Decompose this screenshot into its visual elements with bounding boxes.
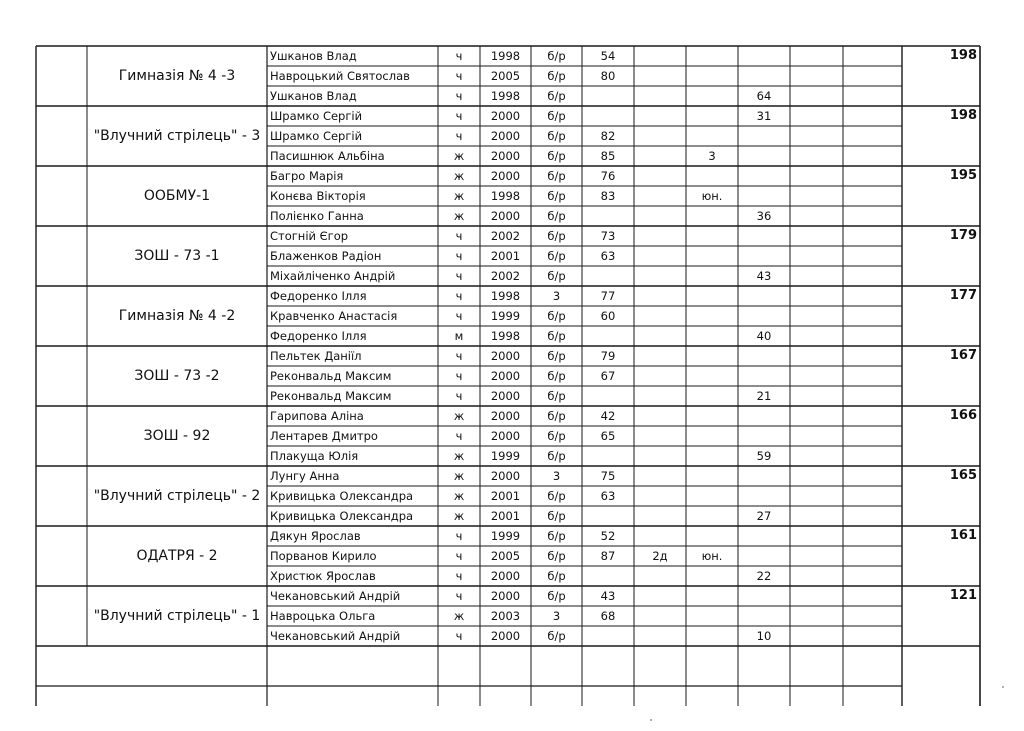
- member-score-1: 80: [600, 69, 616, 83]
- member-score-4: [738, 546, 790, 566]
- member-year: 2000: [490, 109, 521, 123]
- member-score-5: [790, 146, 843, 166]
- member-score-1: [582, 106, 634, 126]
- member-score-4: 22: [756, 569, 772, 583]
- member-score-5: [790, 106, 843, 126]
- member-score-4: [738, 426, 790, 446]
- scan-speck: [1002, 686, 1004, 688]
- member-rank: б/р: [547, 429, 566, 443]
- member-score-5: [790, 526, 843, 546]
- member-year: 2000: [490, 349, 521, 363]
- member-year: 2000: [490, 469, 521, 483]
- member-score-3: [686, 366, 738, 386]
- member-score-1: [582, 266, 634, 286]
- member-name: Лунгу Анна: [270, 469, 340, 483]
- member-score-2: [634, 46, 686, 66]
- member-name: Стогній Єгор: [270, 229, 349, 243]
- member-score-2: [634, 286, 686, 306]
- member-score-1: 87: [600, 549, 616, 563]
- member-name: Реконвальд Максим: [270, 369, 392, 383]
- member-score-5: [790, 466, 843, 486]
- member-name: Христюк Ярослав: [270, 569, 376, 583]
- member-score-1: [582, 326, 634, 346]
- member-rank: б/р: [547, 329, 566, 343]
- member-score-4: [738, 286, 790, 306]
- team-total: 195: [949, 168, 977, 183]
- member-year: 2005: [490, 549, 521, 563]
- member-score-3: [686, 86, 738, 106]
- team-name: ЗОШ - 73 -1: [134, 248, 220, 264]
- member-sex: ч: [455, 129, 463, 143]
- member-score-5: [790, 266, 843, 286]
- member-score-3: [686, 206, 738, 226]
- team-name: Гимназія № 4 -2: [118, 308, 236, 324]
- member-sex: ч: [455, 269, 463, 283]
- member-name: Гарипова Аліна: [270, 409, 364, 423]
- member-score-3: [686, 66, 738, 86]
- member-year: 2001: [490, 509, 521, 523]
- member-score-3: [686, 126, 738, 146]
- member-sex: ч: [455, 429, 463, 443]
- member-rank: б/р: [547, 349, 566, 363]
- member-score-4: [738, 586, 790, 606]
- member-name: Плакуща Юлія: [270, 449, 359, 463]
- member-score-2: [634, 66, 686, 86]
- member-score-5: [790, 46, 843, 66]
- member-sex: ж: [453, 409, 465, 423]
- member-rank: б/р: [547, 629, 566, 643]
- member-sex: ж: [453, 469, 465, 483]
- member-score-3: 3: [708, 149, 716, 163]
- member-score-4: [738, 126, 790, 146]
- member-score-3: [686, 306, 738, 326]
- member-sex: ч: [455, 69, 463, 83]
- member-name: Федоренко Ілля: [270, 289, 367, 303]
- member-score-1: 85: [600, 149, 616, 163]
- member-score-2: [634, 506, 686, 526]
- member-name: Багро Марія: [270, 169, 344, 183]
- member-sex: ч: [455, 529, 463, 543]
- member-score-5: [790, 426, 843, 446]
- member-sex: ж: [453, 509, 465, 523]
- member-year: 2000: [490, 149, 521, 163]
- team-total: 167: [949, 348, 977, 363]
- member-score-1: 60: [600, 309, 616, 323]
- member-score-3: [686, 166, 738, 186]
- team-name: "Влучний стрілець" - 2: [93, 488, 261, 504]
- member-score-1: 65: [600, 429, 616, 443]
- member-score-2: [634, 206, 686, 226]
- member-sex: ч: [455, 589, 463, 603]
- member-score-4: 64: [756, 89, 772, 103]
- member-year: 1999: [490, 529, 521, 543]
- member-rank: б/р: [547, 589, 566, 603]
- member-score-2: [634, 426, 686, 446]
- member-score-2: [634, 526, 686, 546]
- member-score-5: [790, 446, 843, 466]
- member-score-4: [738, 606, 790, 626]
- member-score-3: [686, 566, 738, 586]
- team-name: "Влучний стрілець" - 3: [93, 128, 261, 144]
- member-score-3: [686, 506, 738, 526]
- member-rank: 3: [552, 469, 561, 483]
- member-name: Шрамко Сергій: [270, 109, 363, 123]
- member-score-1: 77: [600, 289, 616, 303]
- team-name: ЗОШ - 92: [143, 428, 211, 444]
- member-year: 2002: [490, 229, 521, 243]
- member-rank: б/р: [547, 389, 566, 403]
- member-score-3: юн.: [701, 549, 723, 563]
- member-year: 1998: [490, 89, 521, 103]
- member-score-5: [790, 206, 843, 226]
- member-sex: ч: [455, 229, 463, 243]
- team-total: 179: [949, 228, 977, 243]
- member-score-4: [738, 406, 790, 426]
- member-rank: б/р: [547, 49, 566, 63]
- member-rank: б/р: [547, 109, 566, 123]
- member-score-1: 43: [600, 589, 616, 603]
- member-name: Кривицька Олександра: [270, 509, 414, 523]
- member-score-1: 68: [600, 609, 616, 623]
- member-score-3: [686, 46, 738, 66]
- member-sex: ч: [455, 249, 463, 263]
- member-sex: ж: [453, 489, 465, 503]
- member-rank: б/р: [547, 69, 566, 83]
- member-score-1: 42: [600, 409, 616, 423]
- member-score-2: [634, 626, 686, 646]
- member-score-5: [790, 346, 843, 366]
- team-total: 177: [949, 288, 977, 303]
- member-sex: ж: [453, 149, 465, 163]
- member-score-2: [634, 226, 686, 246]
- team-total: 198: [949, 108, 977, 123]
- member-score-2: [634, 366, 686, 386]
- member-year: 2000: [490, 389, 521, 403]
- member-name: Полієнко Ганна: [270, 209, 364, 223]
- member-score-3: юн.: [701, 189, 723, 203]
- member-name: Кравченко Анастасія: [270, 309, 398, 323]
- member-score-2: [634, 166, 686, 186]
- member-year: 2005: [490, 69, 521, 83]
- member-score-4: 40: [756, 329, 772, 343]
- member-score-4: 31: [756, 109, 772, 123]
- member-score-1: 76: [600, 169, 616, 183]
- member-name: Реконвальд Максим: [270, 389, 392, 403]
- member-score-3: [686, 446, 738, 466]
- member-score-2: [634, 406, 686, 426]
- member-name: Ушканов Влад: [270, 49, 357, 63]
- member-score-5: [790, 606, 843, 626]
- member-rank: б/р: [547, 309, 566, 323]
- member-year: 1998: [490, 189, 521, 203]
- member-rank: б/р: [547, 149, 566, 163]
- member-score-5: [790, 186, 843, 206]
- member-score-5: [790, 486, 843, 506]
- member-rank: б/р: [547, 229, 566, 243]
- member-year: 2001: [490, 489, 521, 503]
- team-total: 165: [949, 468, 977, 483]
- member-score-4: [738, 46, 790, 66]
- team-name: ЗОШ - 73 -2: [134, 368, 220, 384]
- member-score-5: [790, 626, 843, 646]
- member-score-2: [634, 586, 686, 606]
- member-score-1: 83: [600, 189, 616, 203]
- member-score-1: 73: [600, 229, 616, 243]
- member-score-4: 59: [756, 449, 772, 463]
- member-score-2: [634, 186, 686, 206]
- member-score-3: [686, 526, 738, 546]
- member-name: Пасишнюк Альбіна: [270, 149, 385, 163]
- member-score-5: [790, 506, 843, 526]
- member-score-4: [738, 346, 790, 366]
- member-score-5: [790, 226, 843, 246]
- member-rank: б/р: [547, 209, 566, 223]
- member-sex: ч: [455, 109, 463, 123]
- member-score-1: 82: [600, 129, 616, 143]
- member-score-3: [686, 266, 738, 286]
- team-name: ООБМУ-1: [143, 188, 211, 204]
- member-score-5: [790, 366, 843, 386]
- member-score-5: [790, 246, 843, 266]
- member-score-2: [634, 606, 686, 626]
- member-score-4: [738, 526, 790, 546]
- member-score-5: [790, 566, 843, 586]
- member-name: Чекановський Андрій: [270, 589, 401, 603]
- member-sex: ч: [455, 49, 463, 63]
- member-score-2: [634, 146, 686, 166]
- member-sex: ч: [455, 89, 463, 103]
- member-year: 1998: [490, 49, 521, 63]
- member-score-2: [634, 386, 686, 406]
- member-score-5: [790, 86, 843, 106]
- team-total: 161: [949, 528, 977, 543]
- member-score-3: [686, 486, 738, 506]
- member-sex: ч: [455, 309, 463, 323]
- member-score-5: [790, 66, 843, 86]
- member-score-4: 27: [756, 509, 772, 523]
- member-score-5: [790, 126, 843, 146]
- member-year: 1998: [490, 329, 521, 343]
- member-score-4: [738, 226, 790, 246]
- member-score-1: 67: [600, 369, 616, 383]
- member-rank: б/р: [547, 269, 566, 283]
- member-year: 2000: [490, 589, 521, 603]
- member-score-5: [790, 386, 843, 406]
- member-year: 2000: [490, 429, 521, 443]
- member-score-3: [686, 586, 738, 606]
- member-rank: б/р: [547, 489, 566, 503]
- member-score-2: [634, 266, 686, 286]
- member-name: Чекановський Андрій: [270, 629, 401, 643]
- member-score-3: [686, 426, 738, 446]
- member-year: 2000: [490, 169, 521, 183]
- team-total: 198: [949, 48, 977, 63]
- team-name: ОДАТРЯ - 2: [136, 548, 218, 564]
- member-name: Блаженков Радіон: [270, 249, 382, 263]
- member-rank: б/р: [547, 189, 566, 203]
- member-score-4: [738, 66, 790, 86]
- member-rank: б/р: [547, 129, 566, 143]
- member-score-4: [738, 246, 790, 266]
- member-score-1: [582, 506, 634, 526]
- member-year: 2000: [490, 209, 521, 223]
- scan-speck: [650, 719, 652, 721]
- member-sex: ч: [455, 629, 463, 643]
- member-score-2: [634, 486, 686, 506]
- member-score-1: [582, 446, 634, 466]
- member-score-1: [582, 86, 634, 106]
- member-score-2: [634, 446, 686, 466]
- member-score-4: 43: [756, 269, 772, 283]
- member-rank: б/р: [547, 369, 566, 383]
- member-score-2: [634, 466, 686, 486]
- member-rank: б/р: [547, 549, 566, 563]
- member-score-1: 52: [600, 529, 616, 543]
- member-sex: ч: [455, 569, 463, 583]
- member-score-3: [686, 346, 738, 366]
- member-score-1: 63: [600, 489, 616, 503]
- member-score-2: 2д: [652, 549, 668, 563]
- member-score-4: [738, 466, 790, 486]
- member-rank: б/р: [547, 569, 566, 583]
- member-score-3: [686, 386, 738, 406]
- member-score-1: 75: [600, 469, 616, 483]
- member-score-4: 10: [756, 629, 772, 643]
- member-sex: ж: [453, 169, 465, 183]
- member-score-1: [582, 626, 634, 646]
- member-rank: б/р: [547, 509, 566, 523]
- member-year: 2002: [490, 269, 521, 283]
- member-score-4: 36: [756, 209, 772, 223]
- member-name: Шрамко Сергій: [270, 129, 363, 143]
- member-rank: б/р: [547, 529, 566, 543]
- team-name: Гимназія № 4 -3: [118, 68, 236, 84]
- member-score-5: [790, 546, 843, 566]
- member-score-3: [686, 246, 738, 266]
- member-year: 2000: [490, 409, 521, 423]
- member-sex: ж: [453, 209, 465, 223]
- member-score-1: [582, 386, 634, 406]
- member-score-4: [738, 366, 790, 386]
- member-score-5: [790, 166, 843, 186]
- member-year: 2000: [490, 569, 521, 583]
- member-score-4: [738, 146, 790, 166]
- member-sex: ч: [455, 389, 463, 403]
- member-year: 1999: [490, 309, 521, 323]
- team-total: 121: [949, 588, 977, 603]
- member-name: Навроцький Святослав: [270, 69, 410, 83]
- member-name: Дякун Ярослав: [270, 529, 361, 543]
- member-score-1: 63: [600, 249, 616, 263]
- member-score-2: [634, 246, 686, 266]
- member-score-3: [686, 406, 738, 426]
- member-sex: ч: [455, 549, 463, 563]
- member-score-5: [790, 406, 843, 426]
- member-score-2: [634, 86, 686, 106]
- member-sex: ч: [455, 369, 463, 383]
- member-year: 2000: [490, 129, 521, 143]
- member-name: Порванов Кирило: [270, 549, 377, 563]
- member-sex: ж: [453, 189, 465, 203]
- member-sex: ж: [453, 609, 465, 623]
- member-score-5: [790, 586, 843, 606]
- member-score-2: [634, 106, 686, 126]
- member-sex: ж: [453, 449, 465, 463]
- member-score-2: [634, 326, 686, 346]
- member-score-3: [686, 626, 738, 646]
- member-score-4: [738, 306, 790, 326]
- member-rank: 3: [552, 609, 561, 623]
- member-name: Конєва Вікторія: [270, 189, 366, 203]
- member-rank: б/р: [547, 89, 566, 103]
- member-name: Кривицька Олександра: [270, 489, 414, 503]
- member-sex: ч: [455, 349, 463, 363]
- member-year: 1998: [490, 289, 521, 303]
- member-score-5: [790, 306, 843, 326]
- member-name: Ушканов Влад: [270, 89, 357, 103]
- member-year: 2003: [490, 609, 521, 623]
- member-score-3: [686, 326, 738, 346]
- member-name: Пельтек Даніїл: [270, 349, 362, 363]
- member-score-3: [686, 606, 738, 626]
- member-name: Федоренко Ілля: [270, 329, 367, 343]
- member-year: 1999: [490, 449, 521, 463]
- member-rank: б/р: [547, 249, 566, 263]
- member-rank: б/р: [547, 169, 566, 183]
- member-score-1: 79: [600, 349, 616, 363]
- member-score-4: [738, 186, 790, 206]
- team-total: 166: [949, 408, 977, 423]
- member-score-1: [582, 566, 634, 586]
- team-name: "Влучний стрілець" - 1: [93, 608, 261, 624]
- member-year: 2000: [490, 369, 521, 383]
- member-score-3: [686, 226, 738, 246]
- member-score-2: [634, 346, 686, 366]
- member-name: Міхайліченко Андрій: [270, 269, 396, 283]
- member-score-2: [634, 566, 686, 586]
- member-year: 2000: [490, 629, 521, 643]
- member-sex: м: [454, 329, 464, 343]
- member-score-4: [738, 166, 790, 186]
- member-score-5: [790, 326, 843, 346]
- member-score-5: [790, 286, 843, 306]
- member-rank: 3: [552, 289, 561, 303]
- member-score-1: [582, 206, 634, 226]
- member-score-4: 21: [756, 389, 772, 403]
- member-rank: б/р: [547, 449, 566, 463]
- member-name: Лентарев Дмитро: [270, 429, 378, 443]
- member-score-3: [686, 466, 738, 486]
- member-year: 2001: [490, 249, 521, 263]
- member-sex: ч: [455, 289, 463, 303]
- member-rank: б/р: [547, 409, 566, 423]
- member-score-1: 54: [600, 49, 616, 63]
- member-name: Навроцька Ольга: [270, 609, 376, 623]
- member-score-3: [686, 286, 738, 306]
- member-score-2: [634, 126, 686, 146]
- member-score-2: [634, 306, 686, 326]
- member-score-4: [738, 486, 790, 506]
- member-score-3: [686, 106, 738, 126]
